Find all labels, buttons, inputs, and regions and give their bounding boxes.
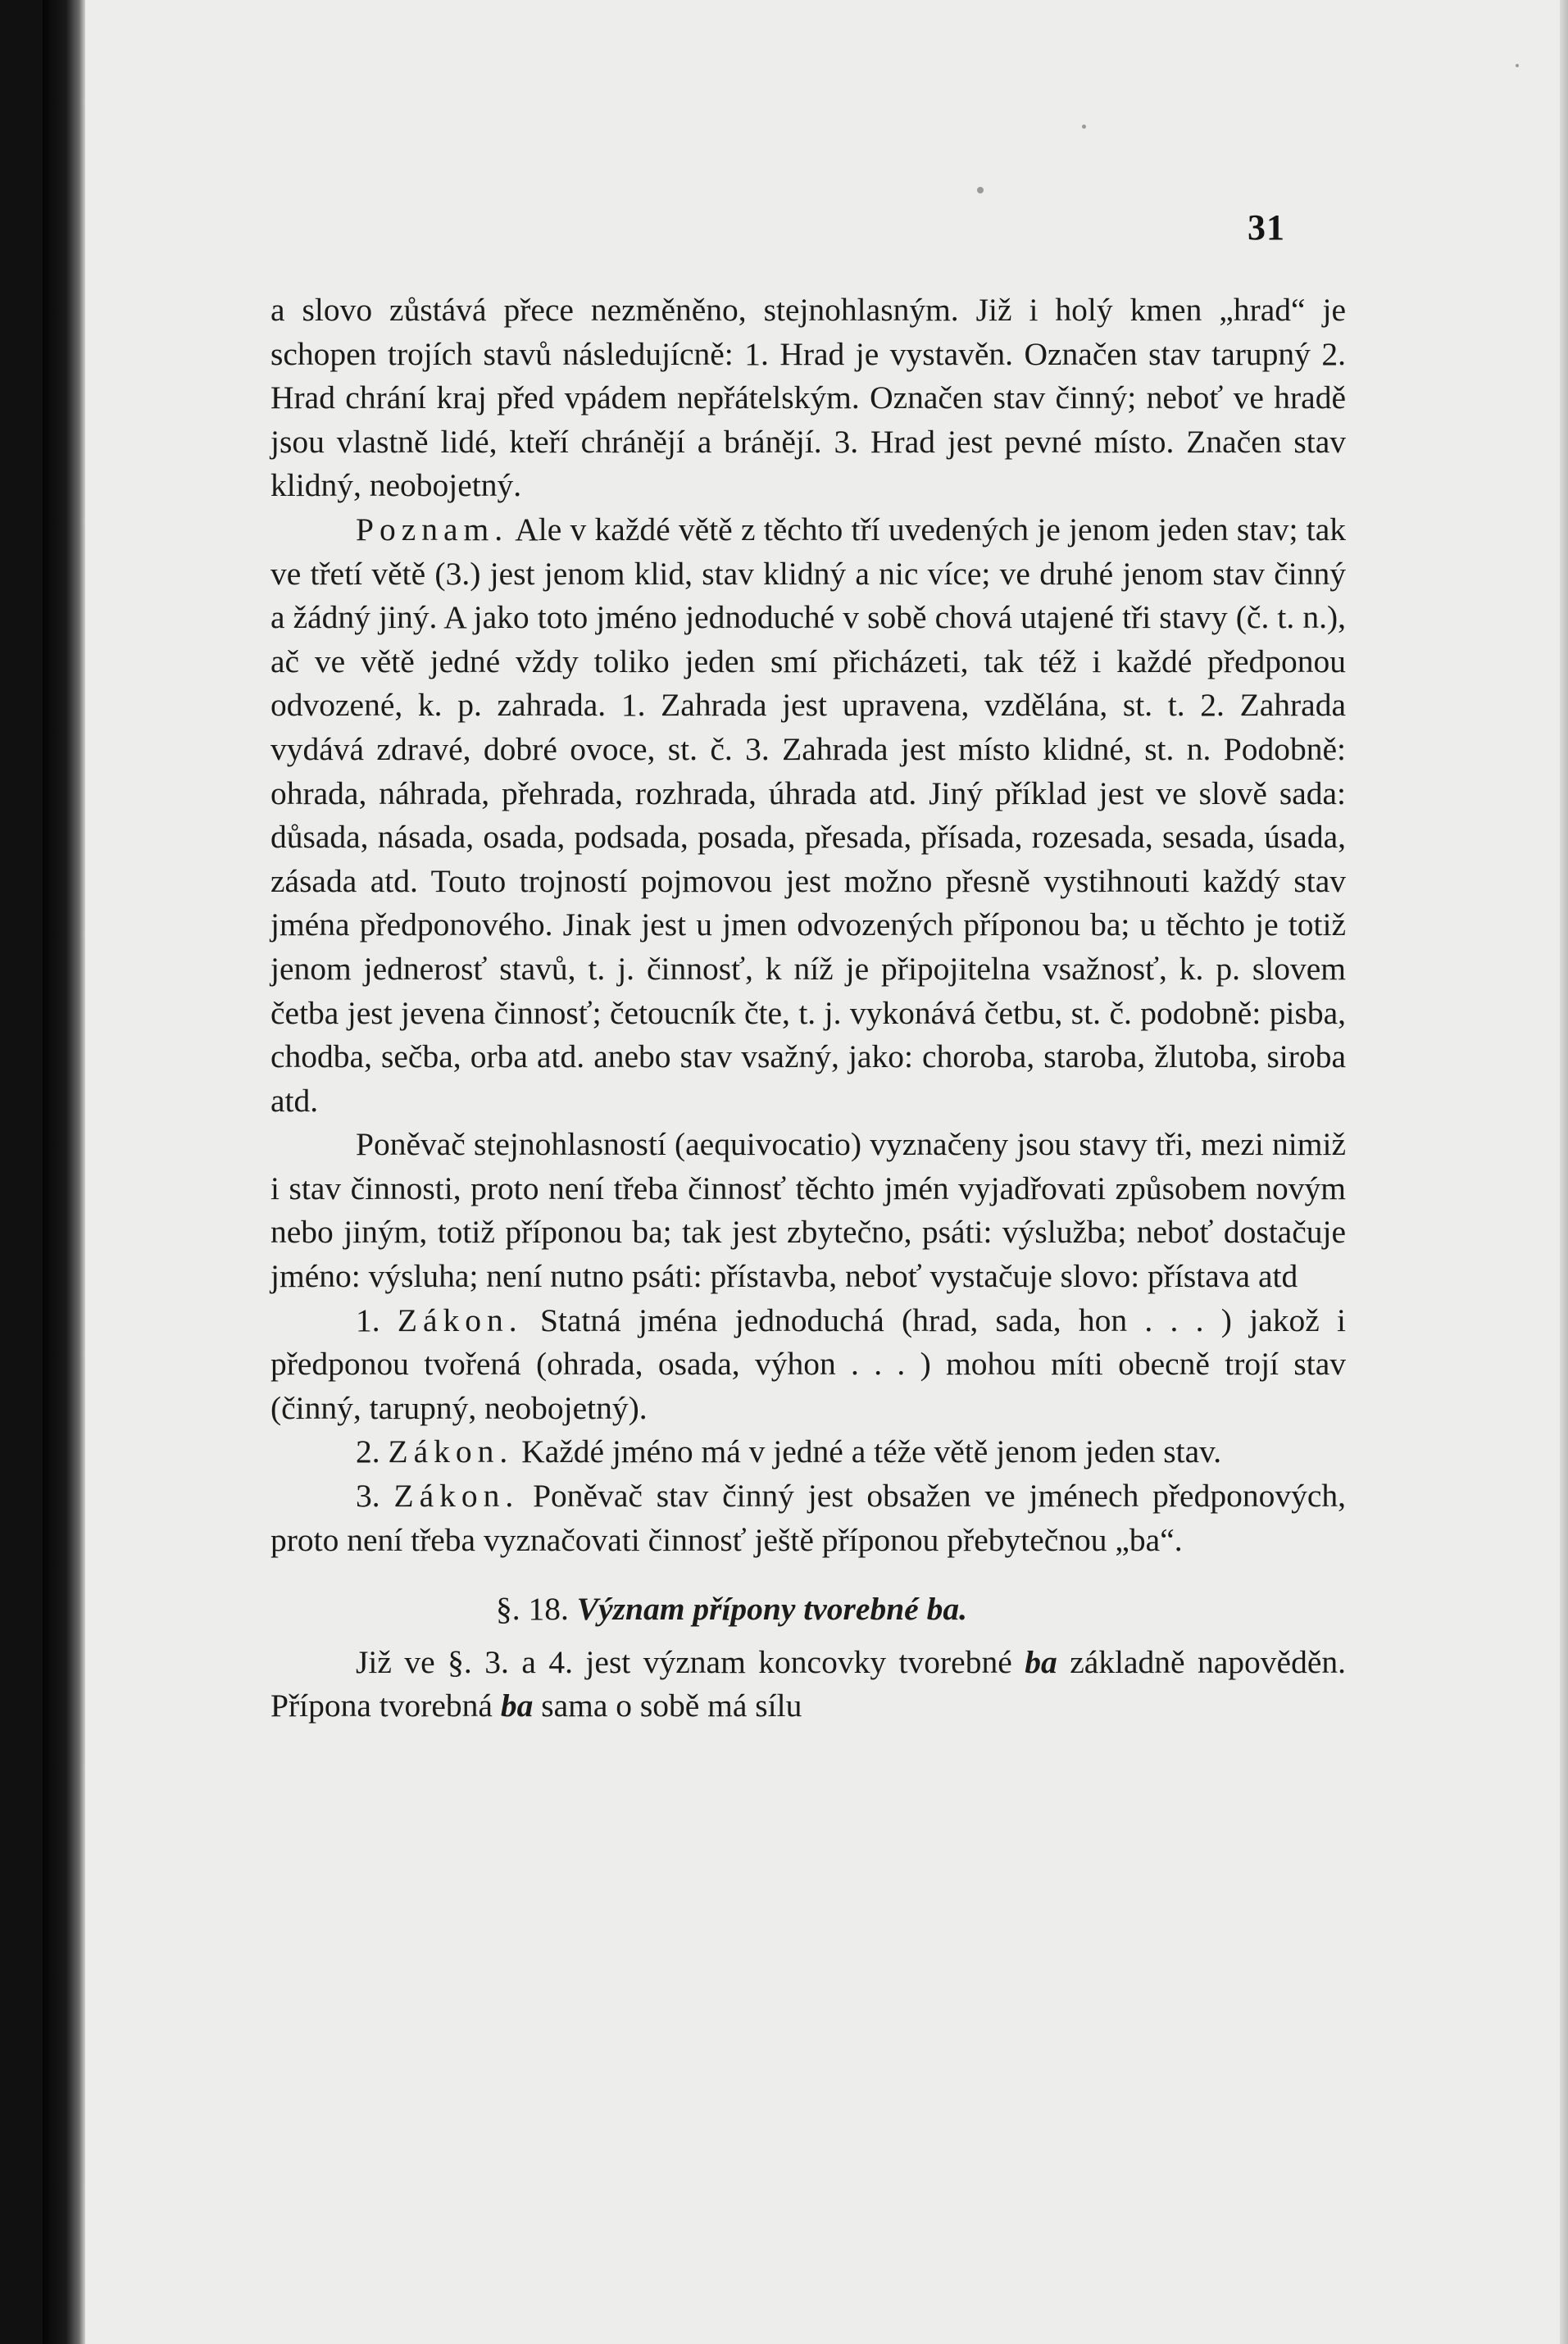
law-3-label: Zákon. [393,1478,520,1515]
closing-ba-2: ba [500,1688,534,1724]
poznam-text: Ale v každé větě z těchto tří uvedených je jenom jeden stav; tak ve třetí větě (3.) jest jenom klid, stav klidný a nic více; ve druhé jenom stav činný a žádný jiný. A jako toto jméno jednoduché v sobě chová utajené tři stavy (č. t. n.), ač ve větě jedné vždy toliko jeden smí přicházeti, tak též i každé předponou odvozené, k. p. zahrada. 1. Zahrada jest upravena, vzdělána, st. t. 2. Zahrada vydává zdravé, dobré ovoce, st. č. 3. Zahrada jest místo klidné, st. n. Podobně: ohrada, náhrada, přehrada, rozhrada, úhrada atd. Jiný příklad jest ve slově sada: důsada, násada, osada, podsada, posada, přesada, přísada, rozesada, sesada, úsada, zásada atd. Touto trojností pojmovou jest možno přesně vystihnouti každý stav jména předponového. Jinak jest u jmen odvozených příponou ba; u těchto je totiž jenom jednerosť stavů, t. j. činnosť, k níž je připojitelna vsažnosť, k. p. slovem četba jest jevena činnosť; četoucník čte, t. j. vykonává četbu, st. č. podobně: pisba, chodba, sečba, orba atd. anebo stav vsažný, jako: choroba, staroba, žlutoba, siroba atd. [270,511,1346,1119]
book-spine-shadow [43,0,85,2344]
law-2-text: Každé jméno má v jedné a téže větě jenom jeden stav. [513,1433,1222,1470]
section-heading [270,1588,1346,1632]
law-3 [270,1474,1346,1562]
speck [1516,64,1519,67]
law-1-label: Zákon. [397,1301,523,1338]
law-2-label: Zákon. [388,1433,514,1470]
closing-text-1: Již ve §. 3. a 4. jest význam koncovky tvorebné [356,1643,1025,1680]
page-number: 31 [1248,207,1285,248]
law-3-text: Poněvač stav činný jest obsažen ve jménech předponových, proto není třeba vyznačovati činnosť ještě příponou přebytečnou „ba“. [270,1478,1346,1558]
speck [1082,125,1086,129]
closing-ba-1: ba [1025,1643,1057,1680]
closing-text-2: základně napověděn. Přípona tvorebná [270,1643,1346,1724]
paragraph-closing [270,1641,1346,1728]
speck [977,187,984,193]
poznam-label: Poznam. [356,511,509,547]
page-edge [1560,0,1568,2344]
law-2 [270,1430,1346,1474]
paragraph-stejnohlasnost: Poněvač stejnohlasností (aequivocatio) vyznačeny jsou stavy tři, mezi nimiž i stav činnosti, proto není třeba činnosť těchto jmén vyjadřovati způsobem novým nebo jiným, totiž příponou ba; tak jest zbytečno, psáti: výslužba; neboť dostačuje jméno: výsluha; není nutno psáti: přístavba, neboť vystačuje slovo: přístava atd [270,1126,1346,1295]
law-3-number: 3. [356,1478,394,1515]
law-1-number: 1. [356,1301,398,1338]
law-2-number: 2. [356,1433,389,1470]
law-1-text: Statná jména jednoduchá (hrad, sada, hon . . . ) jakož i předponou tvořená (ohrada, osada, výhon . . . ) mohou míti obecně trojí stav (činný, tarupný, neobojetný). [270,1301,1346,1426]
paragraph-poznam [270,508,1346,1123]
body-text [270,288,1346,1728]
paragraph-hrad: a slovo zůstává přece nezměněno, stejnohlasným. Již i holý kmen „hrad“ je schopen trojích stavů následujícně: 1. Hrad je vystavěn. Označen stav tarupný 2. Hrad chrání kraj před vpádem nepřátelským. Označen stav činný; neboť ve hradě jsou vlastně lidé, kteří chránějí a bránějí. 3. Hrad jest pevné místo. Značen stav klidný, neobojetný. [270,292,1346,504]
section-title: Význam přípony tvorebné ba. [576,1591,967,1628]
section-number: §. 18. [496,1591,569,1628]
paper-sheet [43,0,1568,2344]
law-1 [270,1299,1346,1431]
closing-text-3: sama o sobě má sílu [533,1688,802,1724]
